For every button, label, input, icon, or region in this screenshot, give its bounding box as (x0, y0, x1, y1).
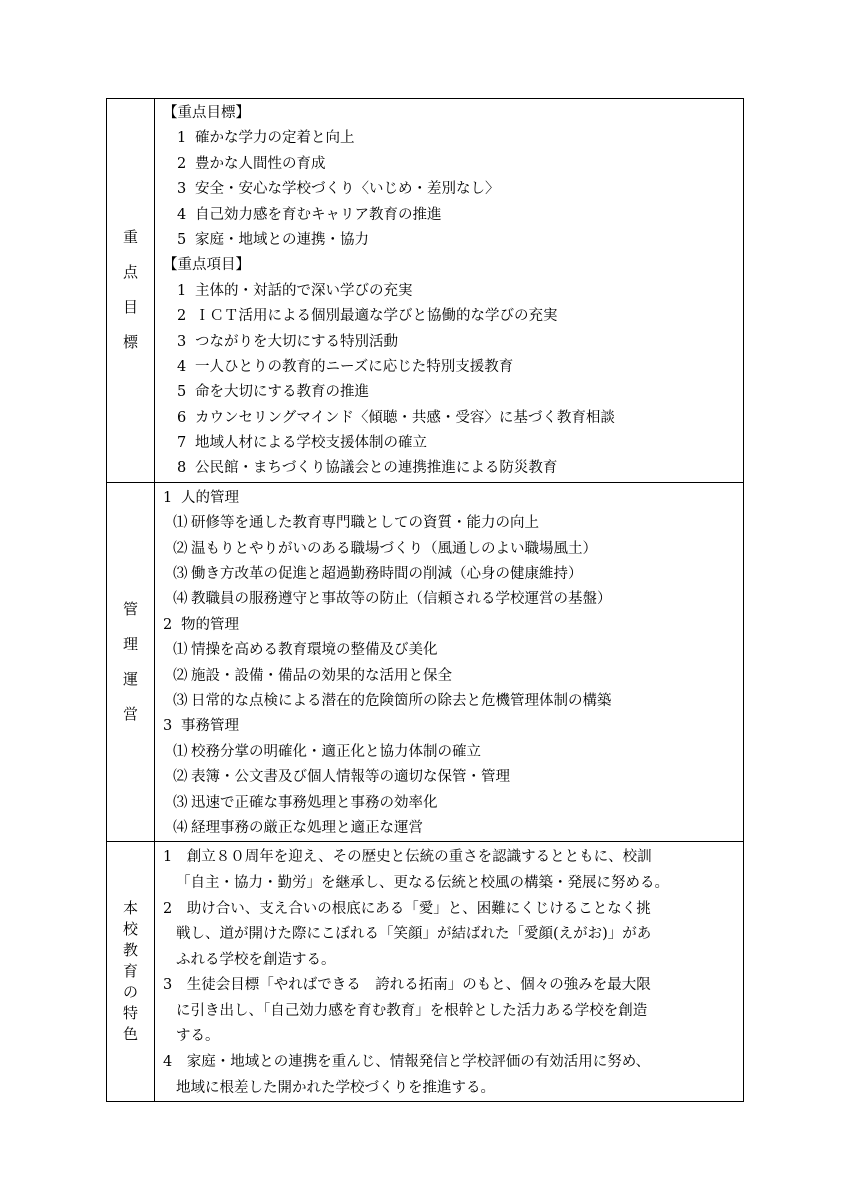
item-number: 4 (177, 206, 187, 223)
list-item (163, 431, 743, 456)
list-item (163, 765, 743, 790)
label-char: 育 (122, 962, 138, 981)
label-char: 色 (122, 1025, 138, 1044)
vertical-label (123, 898, 138, 1045)
label-char: 理 (122, 635, 138, 654)
list-item (163, 380, 743, 405)
item-number: 5 (177, 231, 187, 248)
school-policy-table (106, 98, 744, 1102)
paragraph-line: 「自主・協力・勤労」を継承し、更なる伝統と校風の構築・発展に努める。 (176, 874, 669, 891)
item-text: 温もりとやりがいのある職場づくり（風通しのよい職場風土） (191, 540, 597, 557)
label-char: 標 (122, 333, 138, 352)
paragraph-line: 3 生徒会目標「やればできる 誇れる拓南」のもと、個々の強みを最大限 (163, 977, 651, 994)
section-row-management (107, 482, 744, 841)
list-item (163, 486, 743, 511)
item-text: 自己効力感を育むキャリア教育の推進 (195, 206, 442, 223)
item-number: ⑶ (173, 794, 188, 811)
label-char: 管 (122, 600, 138, 619)
label-char: の (122, 983, 138, 1002)
list-item (163, 177, 743, 202)
item-number: ⑵ (173, 540, 188, 557)
item-number: 2 (177, 308, 187, 325)
section-heading (163, 253, 743, 278)
paragraph-line: ふれる学校を創造する。 (176, 951, 336, 968)
item-number: ⑴ (173, 743, 188, 760)
list-item (163, 537, 743, 562)
item-text: 一人ひとりの教育的ニーズに応じた特別支援教育 (195, 358, 514, 375)
item-number: ⑷ (173, 591, 188, 608)
paragraph-line: 地域に根差した開かれた学校づくりを推進する。 (176, 1079, 495, 1096)
list-item (163, 791, 743, 816)
label-char: 校 (122, 920, 138, 939)
label-char: 特 (122, 1004, 138, 1023)
list-item (163, 638, 743, 663)
label-char: 教 (122, 941, 138, 960)
item-text: 迅速で正確な事務処理と事務の効率化 (191, 794, 438, 811)
paragraph-line: 2 助け合い、支え合いの根底にある「愛」と、困難にくじけることなく挑 (163, 900, 651, 917)
list-item (163, 714, 743, 739)
section-row-features (107, 842, 744, 1102)
list-item (163, 664, 743, 689)
list-item (163, 511, 743, 536)
list-item (163, 740, 743, 765)
feature-paragraph (163, 845, 743, 896)
item-text: 施設・設備・備品の効果的な活用と保全 (191, 667, 452, 684)
list-item (163, 355, 743, 380)
item-text: 情操を高める教育環境の整備及び美化 (191, 642, 438, 659)
item-number: 3 (177, 181, 187, 198)
item-number: 2 (163, 616, 173, 633)
item-text: ＩＣＴ活用による個別最適な学びと協働的な学びの充実 (195, 308, 558, 325)
section-row-goals (107, 99, 744, 483)
section-heading (163, 101, 743, 126)
feature-paragraph (163, 897, 743, 974)
item-text: 【重点項目】 (163, 257, 250, 274)
item-number: ⑴ (173, 642, 188, 659)
item-text: 主体的・対話的で深い学びの充実 (195, 282, 413, 299)
item-number: ⑵ (173, 667, 188, 684)
section-label-management (107, 482, 155, 841)
label-char: 営 (122, 705, 138, 724)
item-text: 安全・安心な学校づくり〈いじめ・差別なし〉 (195, 181, 500, 198)
label-char: 点 (122, 263, 138, 282)
item-text: 家庭・地域との連携・協力 (195, 231, 369, 248)
item-text: 豊かな人間性の育成 (195, 155, 326, 172)
label-char: 重 (122, 228, 138, 247)
item-text: 公民館・まちづくり協議会との連携推進による防災教育 (195, 460, 558, 477)
list-item (163, 613, 743, 638)
section-content-management (155, 482, 744, 841)
list-item (163, 689, 743, 714)
item-number: 3 (163, 718, 173, 735)
vertical-label (123, 592, 138, 732)
vertical-label (123, 220, 138, 360)
item-text: 表簿・公文書及び個人情報等の適切な保管・管理 (191, 769, 510, 786)
item-text: 物的管理 (181, 616, 239, 633)
label-char: 本 (122, 899, 138, 918)
item-text: 事務管理 (181, 718, 239, 735)
list-item (163, 562, 743, 587)
list-item (163, 126, 743, 151)
list-item (163, 406, 743, 431)
item-number: 2 (177, 155, 187, 172)
section-label-goals (107, 99, 155, 483)
item-number: 6 (177, 409, 187, 426)
label-char: 目 (122, 298, 138, 317)
paragraph-line: 1 創立８０周年を迎え、その歴史と伝統の重さを認識するとともに、校訓 (163, 849, 652, 866)
item-number: 5 (177, 384, 187, 401)
list-item (163, 203, 743, 228)
section-label-features (107, 842, 155, 1102)
list-item (163, 816, 743, 841)
section-content-goals (155, 99, 744, 483)
item-number: 1 (177, 130, 187, 147)
paragraph-line: する。 (176, 1028, 220, 1045)
item-number: 4 (177, 358, 187, 375)
list-item (163, 456, 743, 481)
item-text: 校務分掌の明確化・適正化と協力体制の確立 (191, 743, 481, 760)
list-item (163, 228, 743, 253)
feature-paragraph (163, 1050, 743, 1101)
item-text: 確かな学力の定着と向上 (195, 130, 355, 147)
item-number: ⑷ (173, 819, 188, 836)
paragraph-line: に引き出し、「自己効力感を育む教育」を根幹とした活力ある学校を創造 (176, 1002, 648, 1019)
item-text: 人的管理 (181, 489, 239, 506)
item-text: つながりを大切にする特別活動 (195, 333, 398, 350)
feature-paragraph (163, 973, 743, 1050)
item-text: 教職員の服務遵守と事故等の防止（信頼される学校運営の基盤） (191, 591, 612, 608)
paragraph-line: 戦し、道が開けた際にこぼれる「笑顔」が結ばれた「愛顔(えがお)」があ (176, 926, 652, 943)
item-number: 1 (177, 282, 187, 299)
item-text: 働き方改革の促進と超過勤務時間の削減（心身の健康維持） (191, 566, 583, 583)
item-text: カウンセリングマインド〈傾聴・共感・受容〉に基づく教育相談 (195, 409, 615, 426)
item-number: 8 (177, 460, 187, 477)
item-number: 7 (177, 435, 187, 452)
item-number: ⑶ (173, 566, 188, 583)
list-item (163, 152, 743, 177)
label-char: 運 (122, 670, 138, 689)
section-content-features (155, 842, 744, 1102)
item-number: 3 (177, 333, 187, 350)
item-text: 経理事務の厳正な処理と適正な運営 (191, 819, 423, 836)
item-text: 研修等を通した教育専門職としての資質・能力の向上 (191, 515, 539, 532)
item-text: 命を大切にする教育の推進 (195, 384, 369, 401)
item-text: 地域人材による学校支援体制の確立 (195, 435, 427, 452)
item-text: 【重点目標】 (163, 105, 250, 121)
item-number: ⑶ (173, 692, 188, 709)
list-item (163, 304, 743, 329)
item-number: 1 (163, 489, 173, 506)
list-item (163, 587, 743, 612)
list-item (163, 279, 743, 304)
item-number: ⑵ (173, 769, 188, 786)
item-number: ⑴ (173, 515, 188, 532)
list-item (163, 330, 743, 355)
paragraph-line: 4 家庭・地域との連携を重んじ、情報発信と学校評価の有効活用に努め、 (163, 1054, 651, 1071)
item-text: 日常的な点検による潜在的危険箇所の除去と危機管理体制の構築 (191, 692, 612, 709)
